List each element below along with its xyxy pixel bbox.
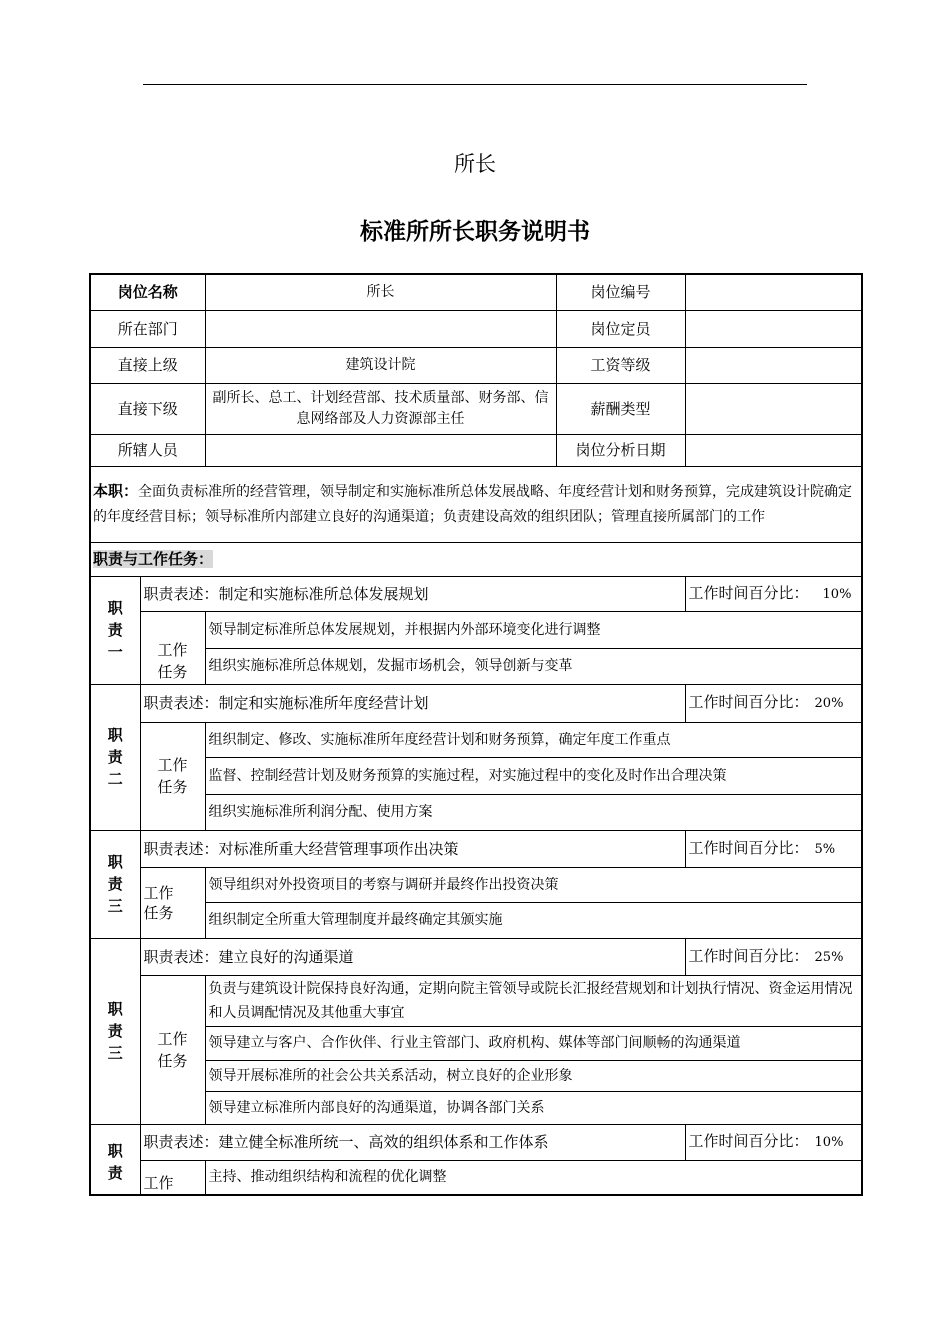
duty-1-task-head: 工作 任务 [140, 611, 205, 684]
table-row [90, 310, 862, 347]
task-row [90, 1091, 862, 1124]
task-row [90, 648, 862, 684]
duty-3-task-head: 工作 任务 [140, 867, 205, 938]
duty-1-task: 组织实施标准所总体规划，发掘市场机会，领导创新与变革 [205, 648, 862, 684]
duty-2-task-head: 工作 任务 [140, 722, 205, 830]
duty-desc-row [90, 684, 862, 722]
task-row [90, 1026, 862, 1060]
staff-label: 所辖人员 [90, 434, 205, 466]
position-name-label: 岗位名称 [90, 274, 205, 310]
duty-4-task: 领导建立与客户、合作伙伴、行业主管部门、政府机构、媒体等部门间顺畅的沟通渠道 [205, 1026, 862, 1060]
duty-desc-row [90, 576, 862, 611]
headcount-value [685, 310, 862, 347]
salary-type-label: 薪酬类型 [556, 383, 685, 434]
table-row [90, 466, 862, 542]
duty-5-task-head: 工作 [140, 1160, 205, 1195]
duty-3-desc: 职责表述：对标准所重大经营管理事项作出决策 [140, 830, 685, 867]
duty-1-head: 职 责 一 [90, 576, 140, 684]
salary-grade-label: 工资等级 [556, 347, 685, 383]
task-row [90, 1160, 862, 1195]
duty-5-desc: 职责表述：建立健全标准所统一、高效的组织体系和工作体系 [140, 1124, 685, 1160]
superior-value: 建筑设计院 [205, 347, 556, 383]
department-value [205, 310, 556, 347]
duty-1-desc: 职责表述：制定和实施标准所总体发展规划 [140, 576, 685, 611]
subordinates-value: 副所长、总工、计划经营部、技术质量部、财务部、信息网络部及人力资源部主任 [205, 383, 556, 434]
position-code-value [685, 274, 862, 310]
duty-5-pct: 工作时间百分比： 10% [685, 1124, 862, 1160]
task-row [90, 1060, 862, 1091]
duty-4-task: 领导建立标准所内部良好的沟通渠道，协调各部门关系 [205, 1091, 862, 1124]
task-row [90, 975, 862, 1026]
salary-grade-value [685, 347, 862, 383]
duty-desc-row [90, 830, 862, 867]
headcount-label: 岗位定员 [556, 310, 685, 347]
duty-1-pct: 工作时间百分比： 10% [685, 576, 862, 611]
duty-5-task: 主持、推动组织结构和流程的优化调整 [205, 1160, 862, 1195]
department-label: 所在部门 [90, 310, 205, 347]
task-row [90, 611, 862, 648]
subordinates-label: 直接下级 [90, 383, 205, 434]
duty-2-task: 组织实施标准所利润分配、使用方案 [205, 794, 862, 830]
header-rule [143, 84, 807, 85]
duty-desc-row [90, 938, 862, 975]
table-row [90, 274, 862, 310]
main-duty-label: 本职： [93, 481, 139, 500]
main-duty-cell [90, 466, 862, 542]
main-duty-text: 全面负责标准所的经营管理，领导制定和实施标准所总体发展战略、年度经营计划和财务预算，完成建筑设计院确定的年度经营目标；领导标准所内部建立良好的沟通渠道；负责建设高效的组织团队；管理直接所属部门的工作 [93, 483, 853, 525]
staff-value [205, 434, 556, 466]
analysis-date-label: 岗位分析日期 [556, 434, 685, 466]
page-subtitle: 所长 [454, 152, 496, 176]
duty-2-head: 职 责 二 [90, 684, 140, 830]
duty-5-head: 职 责 [90, 1124, 140, 1195]
duty-2-task: 监督、控制经营计划及财务预算的实施过程，对实施过程中的变化及时作出合理决策 [205, 757, 862, 794]
task-row [90, 722, 862, 757]
position-code-label: 岗位编号 [556, 274, 685, 310]
table-row [90, 434, 862, 466]
page-title: 标准所所长职务说明书 [360, 219, 590, 245]
table-row [90, 383, 862, 434]
duty-3-pct: 工作时间百分比： 5% [685, 830, 862, 867]
duty-2-pct: 工作时间百分比： 20% [685, 684, 862, 722]
table-row [90, 347, 862, 383]
duty-2-desc: 职责表述：制定和实施标准所年度经营计划 [140, 684, 685, 722]
duty-4-head: 职 责 三 [90, 938, 140, 1124]
analysis-date-value [685, 434, 862, 466]
duties-section-title: 职责与工作任务： [90, 542, 862, 576]
duty-3-task: 组织制定全所重大管理制度并最终确定其颁实施 [205, 902, 862, 938]
duty-desc-row [90, 1124, 862, 1160]
duty-3-head: 职 责 三 [90, 830, 140, 938]
task-row [90, 867, 862, 902]
duty-4-task-head: 工作 任务 [140, 975, 205, 1124]
task-row [90, 794, 862, 830]
task-row [90, 757, 862, 794]
duty-4-task: 负责与建筑设计院保持良好沟通，定期向院主管领导或院长汇报经营规划和计划执行情况、资金运用情况和人员调配情况及其他重大事宜 [205, 975, 862, 1026]
duty-3-task: 领导组织对外投资项目的考察与调研并最终作出投资决策 [205, 867, 862, 902]
duty-4-pct: 工作时间百分比： 25% [685, 938, 862, 975]
duty-4-task: 领导开展标准所的社会公共关系活动，树立良好的企业形象 [205, 1060, 862, 1091]
table-row [90, 542, 862, 576]
superior-label: 直接上级 [90, 347, 205, 383]
job-description-table [89, 273, 863, 1196]
duty-4-desc: 职责表述：建立良好的沟通渠道 [140, 938, 685, 975]
position-name-value: 所长 [205, 274, 556, 310]
salary-type-value [685, 383, 862, 434]
duty-2-task: 组织制定、修改、实施标准所年度经营计划和财务预算，确定年度工作重点 [205, 722, 862, 757]
duty-1-task: 领导制定标准所总体发展规划，并根据内外部环境变化进行调整 [205, 611, 862, 648]
task-row [90, 902, 862, 938]
